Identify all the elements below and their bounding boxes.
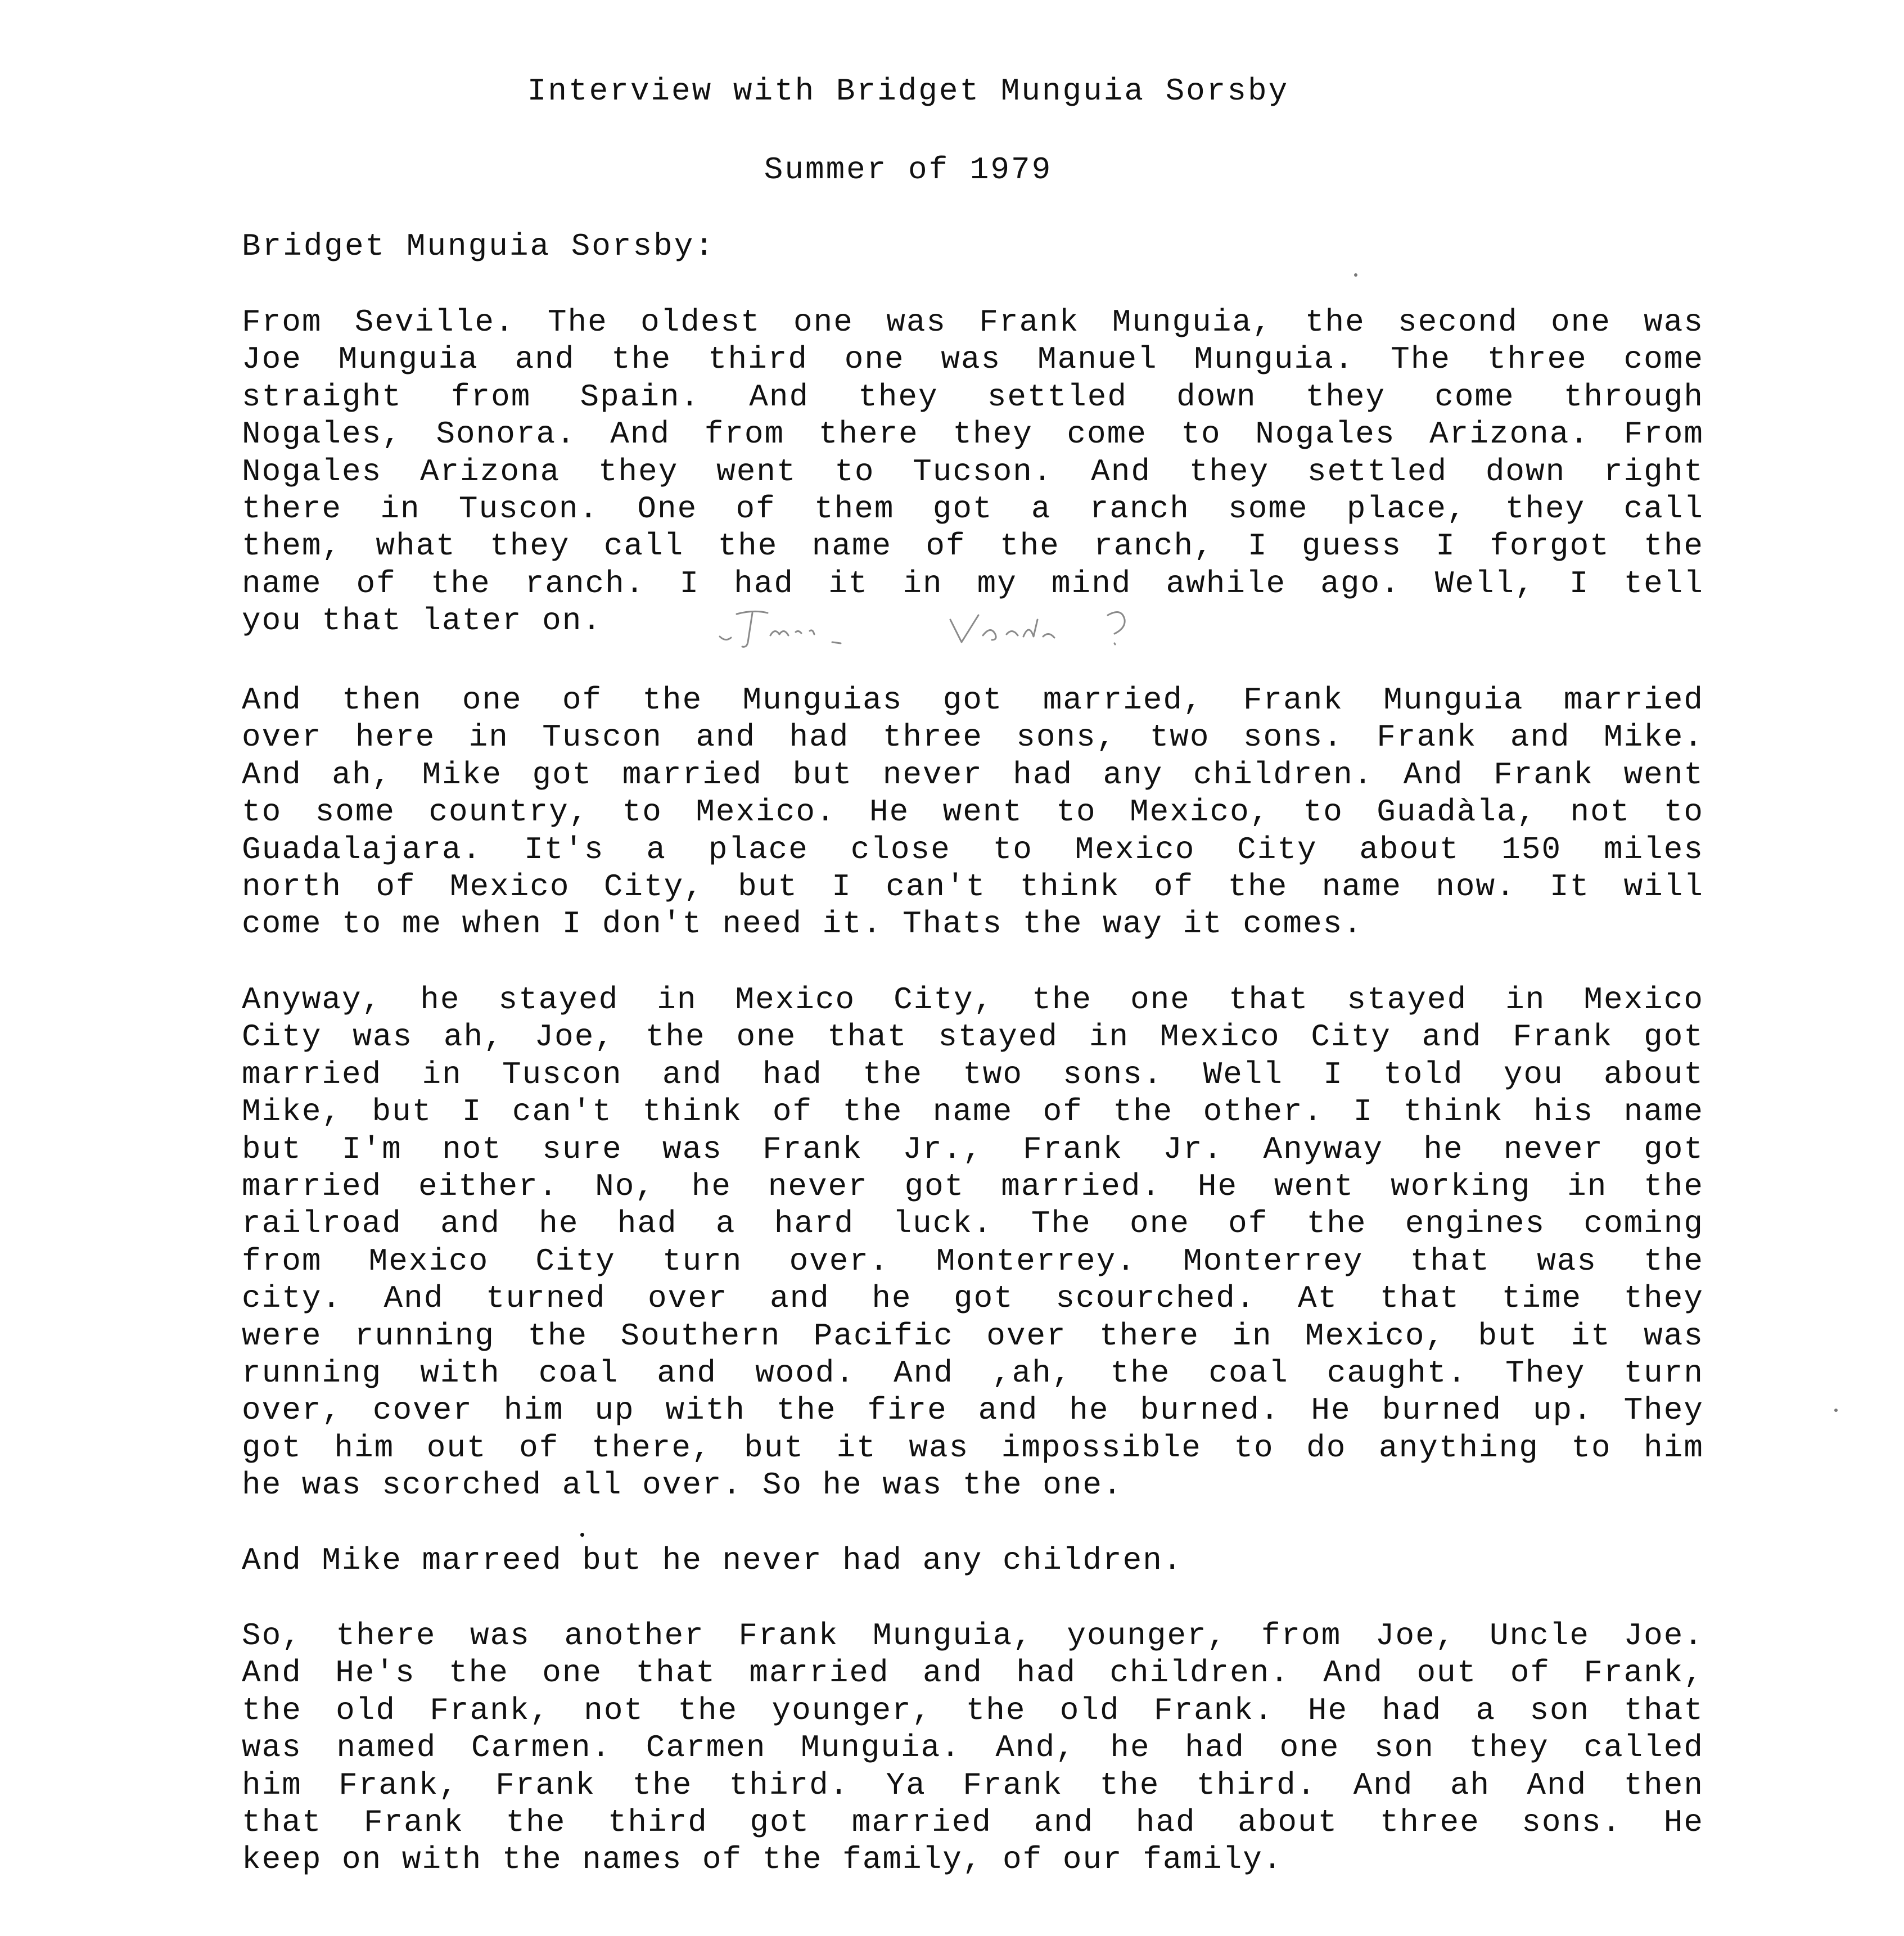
text-line: over, cover him up with the fire and he burned. He burned up. They [242, 1392, 1704, 1429]
text-line: running with coal and wood. And ,ah, the coal caught. They turn [242, 1355, 1704, 1391]
text-line: And then one of the Munguias got married, Frank Munguia married [242, 682, 1704, 718]
text-line: from Mexico City turn over. Monterrey. Monterrey that was the [242, 1243, 1704, 1279]
text-line: So, there was another Frank Munguia, younger, from Joe, Uncle Joe. [242, 1618, 1704, 1654]
paragraph-3 [242, 981, 1704, 1504]
text-line: over here in Tuscon and had three sons, two sons. Frank and Mike. [242, 719, 1704, 756]
paragraph-5 [242, 1617, 1704, 1879]
speaker-label: Bridget Munguia Sorsby: [242, 228, 715, 264]
text-line: them, what they call the name of the ranch, I guess I forgot the [242, 528, 1704, 565]
text-line: And He's the one that married and had children. And out of Frank, [242, 1655, 1704, 1691]
text-line: Mike, but I can't think of the name of the other. I think his name [242, 1094, 1704, 1130]
text-line: name of the ranch. I had it in my mind awhile ago. Well, I tell [242, 565, 1704, 602]
text-line: And Mike marreed but he never had any children. [242, 1542, 1183, 1578]
text-line: were running the Southern Pacific over there in Mexico, but it was [242, 1317, 1704, 1354]
text-line: the old Frank, not the younger, the old Frank. He had a son that [242, 1692, 1704, 1729]
ink-dot [580, 1533, 584, 1537]
text-line: was named Carmen. Carmen Munguia. And, he had one son they called [242, 1730, 1704, 1766]
text-line: that Frank the third got married and had about three sons. He [242, 1804, 1704, 1840]
text-line: come to me when I don't need it. Thats the way it comes. [242, 906, 1363, 942]
text-line: city. And turned over and he got scourched. At that time they [242, 1280, 1704, 1317]
text-line: From Seville. The oldest one was Frank Munguia, the second one was [242, 304, 1704, 340]
text-line: north of Mexico City, but I can't think of the name now. It will [242, 868, 1704, 905]
text-line: Anyway, he stayed in Mexico City, the one that stayed in Mexico [242, 982, 1704, 1018]
handwritten-note [714, 603, 1164, 653]
paragraph-1 [242, 304, 1704, 640]
text-line: keep on with the names of the family, of our family. [242, 1842, 1283, 1878]
paragraph-4 [242, 1542, 1704, 1579]
text-line: Nogales Arizona they went to Tucson. And they settled down right [242, 453, 1704, 490]
text-line: Guadalajara. It's a place close to Mexico City about 150 miles [242, 831, 1704, 868]
text-line: there in Tuscon. One of them got a ranch some place, they call [242, 490, 1704, 527]
paper-speck [1834, 1409, 1838, 1412]
text-line: but I'm not sure was Frank Jr., Frank Jr. Anyway he never got [242, 1131, 1704, 1167]
text-line: railroad and he had a hard luck. The one of the engines coming [242, 1206, 1704, 1242]
text-line: him Frank, Frank the third. Ya Frank the third. And ah And then [242, 1767, 1704, 1803]
paper-speck [1354, 273, 1357, 277]
paragraph-2 [242, 682, 1704, 943]
text-line: Nogales, Sonora. And from there they come to Nogales Arizona. From [242, 416, 1704, 453]
text-line: got him out of there, but it was impossible to do anything to him [242, 1429, 1704, 1466]
text-line: married either. No, he never got married. He went working in the [242, 1168, 1704, 1204]
document-date: Summer of 1979 [764, 152, 1053, 188]
text-line: married in Tuscon and had the two sons. Well I told you about [242, 1056, 1704, 1093]
text-line: he was scorched all over. So he was the one. [242, 1467, 1123, 1504]
text-line: straight from Spain. And they settled down they come through [242, 378, 1704, 415]
text-line: you that later on. [242, 603, 602, 639]
text-line: City was ah, Joe, the one that stayed in Mexico City and Frank got [242, 1019, 1704, 1055]
text-line: And ah, Mike got married but never had any children. And Frank went [242, 756, 1704, 793]
document-title: Interview with Bridget Munguia Sorsby [527, 73, 1289, 109]
text-line: to some country, to Mexico. He went to Mexico, to Guadàla, not to [242, 794, 1704, 831]
text-line: Joe Munguia and the third one was Manuel Munguia. The three come [242, 341, 1704, 378]
